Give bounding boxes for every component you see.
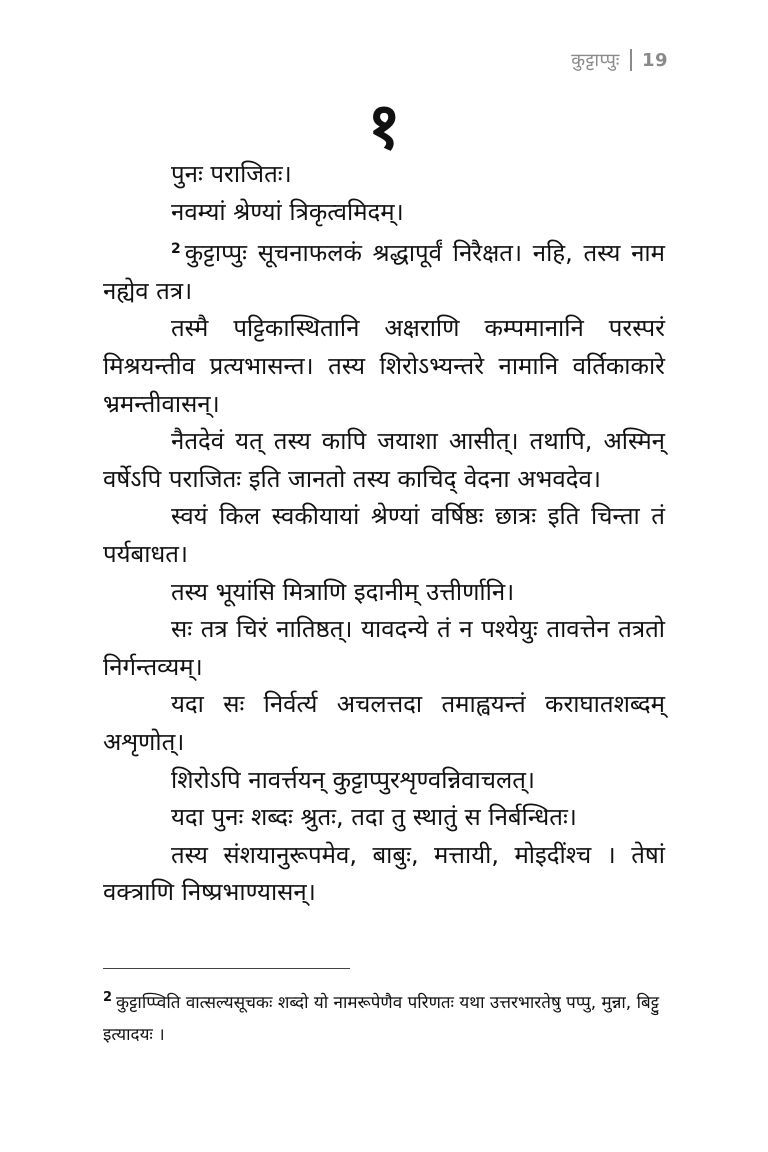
paragraph-text: कुट्टाप्पुः सूचनाफलकं श्रद्धापूर्वं निरैक्षत। नहि, तस्य नाम नह्येव तत्र। (103, 239, 665, 305)
paragraph (103, 231, 665, 310)
footnote-text: कुट्टाप्प्विति वात्सल्यसूचकः शब्दो यो नामरूपेणैव परिणतः यथा उत्तरभारतेषु पप्पु, मुन्ना, बिट्टु इत्यादयः । (103, 993, 660, 1045)
footnote-reference: 2 (171, 241, 181, 258)
running-title: कुट्टाप्पुः (571, 50, 620, 71)
paragraph: स्वयं किल स्वकीयायां श्रेण्यां वर्षिष्ठः छात्रः इति चिन्ता तं पर्यबाधत। (103, 502, 665, 568)
footnote (103, 982, 668, 1051)
paragraph: नवम्यां श्रेण्यां त्रिकृत्वमिदम्। (171, 197, 404, 226)
paragraph: तस्य संशयानुरूपमेव, बाबुः, मत्तायी, मोइदींश्च । तेषां वक्त्राणि निष्प्रभाण्यासन्। (103, 840, 665, 907)
header-divider (630, 49, 632, 71)
paragraph: नैतदेवं यत् तस्य कापि जयाशा आसीत्। तथापि, अस्मिन् वर्षेऽपि पराजितः इति जानतो तस्य काचिद् वेदना अभवदेव। (103, 427, 665, 493)
footnote-marker: 2 (103, 990, 113, 1005)
paragraph: सः तत्र चिरं नातिष्ठत्। यावदन्ये तं न पश्येयुः तावत्तेन तत्रतो निर्गन्तव्यम्। (103, 615, 665, 681)
chapter-number: १ (367, 90, 401, 164)
footnote-rule (103, 968, 350, 969)
paragraph: पुनः पराजितः। (171, 160, 292, 188)
paragraph: तस्य भूयांसि मित्राणि इदानीम् उत्तीर्णानि। (171, 577, 515, 606)
paragraph: शिरोऽपि नावर्त्तयन् कुट्टाप्पुरशृण्वन्निवाचलत्। (171, 765, 536, 794)
paragraph: तस्मै पट्टिकास्थितानि अक्षराणि कम्पमानानि परस्परं मिश्रयन्तीव प्रत्यभासन्त। तस्य शिरोऽभ्यन्तरे नामानि वर्तिकाकारे भ्रमन्तीवासन्। (103, 314, 665, 418)
body-text (103, 156, 665, 912)
paragraph: यदा सः निर्वर्त्य अचलत्तदा तमाह्वयन्तं कराघातशब्दम् अशृणोत्। (103, 690, 665, 756)
page-number: 19 (641, 49, 668, 71)
running-header (571, 48, 668, 72)
paragraph: यदा पुनः शब्दः श्रुतः, तदा तु स्थातुं स निर्बन्धितः। (171, 803, 577, 832)
